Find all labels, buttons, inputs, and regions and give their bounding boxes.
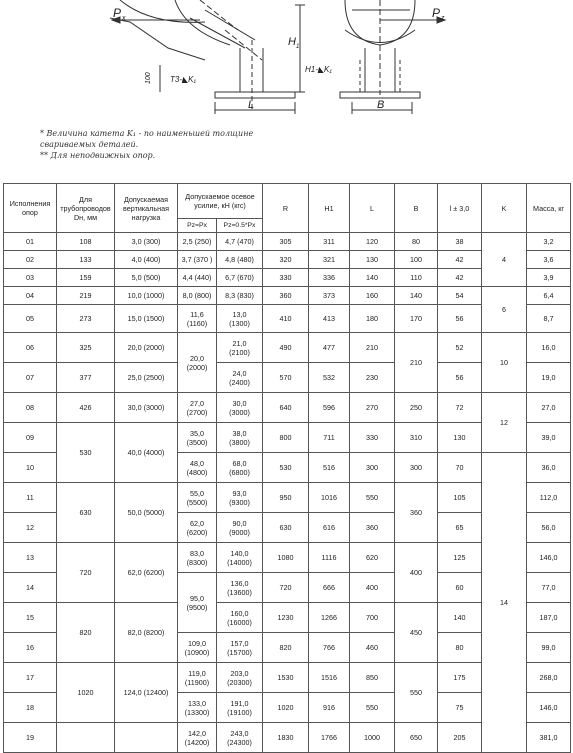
header-mass: Масса, кг (527, 184, 571, 233)
table-row: 09 530 40,0 (4000) 35,0 (3500) 38,0 (3800) 800 711 330 310 130 39,0 (4, 423, 571, 453)
header-b: B (395, 184, 438, 233)
header-version: Исполнения опор (4, 184, 57, 233)
table-row: 14 95,0 (9500) 136,0 (13600) 720 666 400 60 77,0 (4, 573, 571, 603)
header-vertical: Допускаемая вертикальная нагрузка (115, 184, 178, 233)
svg-text:x: x (122, 15, 126, 22)
table-row: 19 142,0 (14200) 243,0 (24300) 1830 1766 1000 650 205 381,0 (4, 723, 571, 753)
header-dn: Для трубопроводов Dн, мм (57, 184, 115, 233)
label-h1: H (288, 36, 296, 48)
label-weld-t3: T3-◣K₁ (170, 75, 197, 84)
header-axial: Допускаемое осевое усилие, кН (кгс) (178, 184, 263, 219)
header-i: l ± 3,0 (438, 184, 482, 233)
table-row: 04 219 10,0 (1000) 8,0 (800) 8,3 (830) 360 373 160 140 54 6 6,4 (4, 287, 571, 305)
table-row: 10 48,0 (4800) 68,0 (6800) 530 516 300 300 70 14 36,0 (4, 453, 571, 483)
table-row: 18 133,0 (13300) 191,0 (19100) 1020 916 550 75 146,0 (4, 693, 571, 723)
table-row: 03 159 5,0 (500) 4,4 (440) 6,7 (670) 330 336 140 110 42 3,9 (4, 269, 571, 287)
note-1: * Величина катета K₁ - по наименьшей толщине (40, 129, 254, 138)
table-row: 07 377 25,0 (2500) 24,0 (2400) 570 532 230 56 19,0 (4, 363, 571, 393)
svg-text:z: z (441, 15, 445, 22)
header-h1: H1 (309, 184, 350, 233)
note-2: свариваемых деталей. (40, 140, 139, 149)
label-b: B (377, 99, 385, 111)
table-row: 16 109,0 (10900) 157,0 (15700) 820 766 460 80 99,0 (4, 633, 571, 663)
header-pz-px: Pz=Px (178, 219, 217, 233)
header-r: R (263, 184, 309, 233)
header-l: L (350, 184, 395, 233)
table-row: 13 720 62,0 (6200) 83,0 (8300) 140,0 (14000) 1080 1116 620 400 125 146,0 (4, 543, 571, 573)
label-px: P (113, 6, 122, 20)
svg-text:1: 1 (296, 44, 300, 50)
support-drawing (0, 0, 573, 122)
left-base-plate (215, 92, 295, 98)
table-row: 05 273 15,0 (1500) 11,6 (1160) 13,0 (1300) 410 413 180 170 56 8,7 (4, 305, 571, 333)
label-dim-100: 100 (145, 72, 152, 84)
label-l: L (248, 99, 255, 111)
table-row: 06 325 20,0 (2000) 20,0 (2000) 21,0 (2100) 490 477 210 210 52 10 16,0 (4, 333, 571, 363)
note-3: ** Для неподвижных опор. (40, 151, 156, 160)
table-row: 17 1020 124,0 (12400) 119,0 (11900) 203,0 (20300) 1530 1516 850 550 175 268,0 (4, 663, 571, 693)
label-pz: P (432, 6, 441, 20)
header-row-1 (4, 184, 571, 219)
table-row: 08 426 30,0 (3000) 27,0 (2700) 30,0 (3000) 640 596 270 250 72 12 27,0 (4, 393, 571, 423)
header-pz-half: Pz=0.5*Px (217, 219, 263, 233)
table-row: 01 108 3,0 (300) 2,5 (250) 4,7 (470) 305 311 120 80 38 4 3,2 (4, 233, 571, 251)
table-row: 02 133 4,0 (400) 3,7 (370 ) 4,8 (480) 320 321 130 100 42 3,6 (4, 251, 571, 269)
footnotes (40, 128, 253, 161)
table-row: 12 62,0 (6200) 90,0 (9000) 630 616 360 65 56,0 (4, 513, 571, 543)
table-row: 15 820 82,0 (8200) 160,0 (16000) 1230 1266 700 450 140 187,0 (4, 603, 571, 633)
header-k: K (482, 184, 527, 233)
label-weld-h1: H1-◣K₁ (305, 65, 332, 74)
supports-table (3, 183, 571, 753)
table-row: 11 630 50,0 (5000) 55,0 (5500) 93,0 (9300) 950 1016 550 360 105 112,0 (4, 483, 571, 513)
